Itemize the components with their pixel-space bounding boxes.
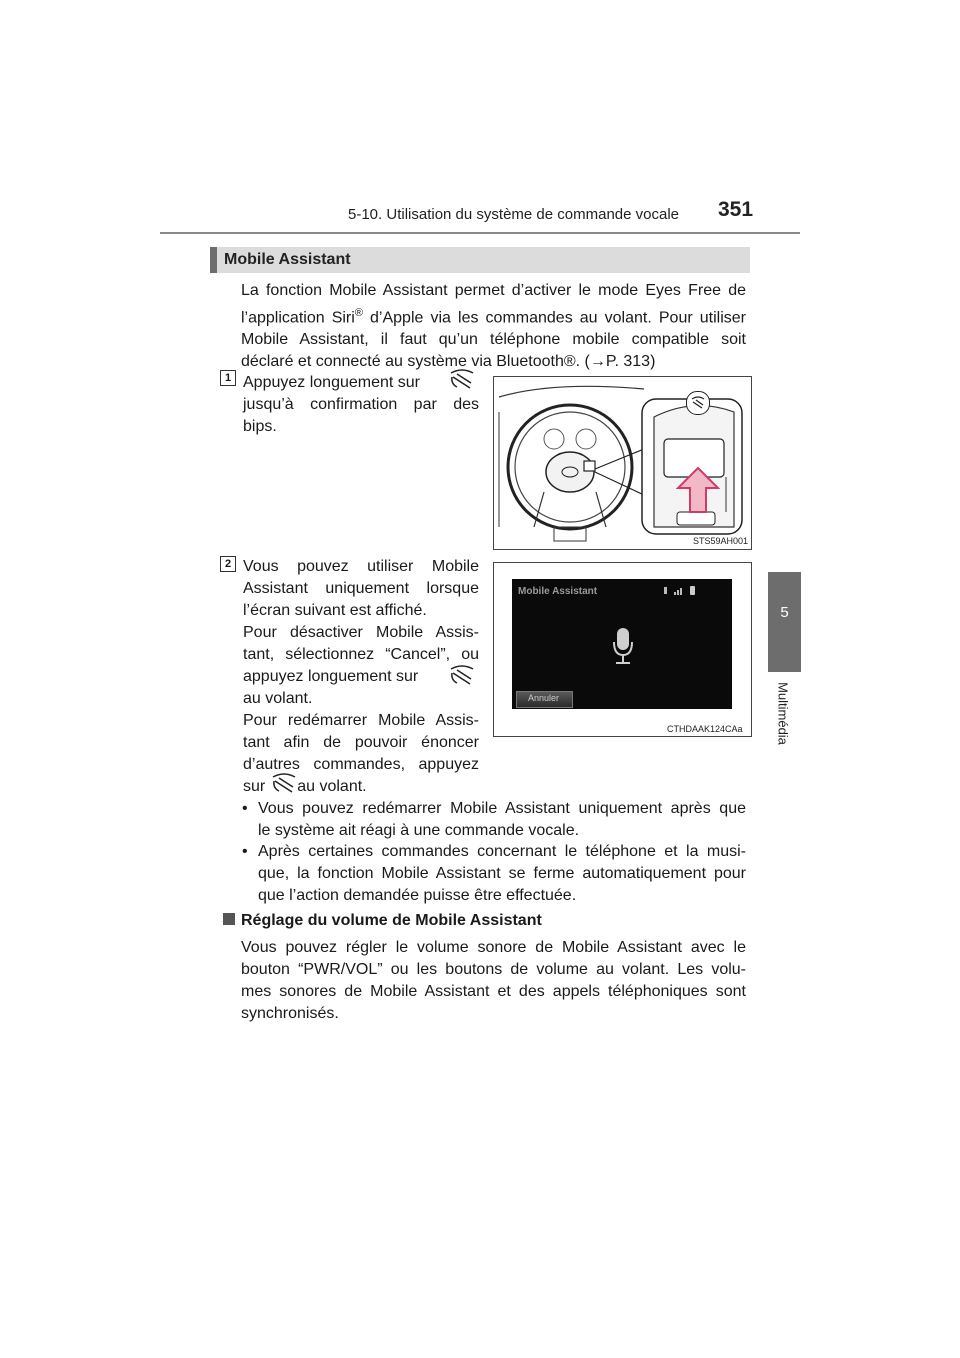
battery-icon	[690, 586, 695, 595]
microphone-icon	[611, 627, 635, 667]
step-2-line-3: l’écran suivant est affiché.	[243, 602, 427, 619]
step-2-line-7: au volant.	[243, 690, 313, 707]
talk-switch-icon	[448, 368, 476, 390]
figure-2-code: CTHDAAK124CAa	[667, 724, 743, 734]
registered-mark: ®	[354, 307, 363, 319]
bullet-2-line-3: que l’action demandée puisse être effectuée.	[258, 887, 577, 904]
talk-switch-icon	[270, 772, 298, 794]
step-2-line-5: tant, sélectionnez “Cancel”, ou	[243, 646, 479, 663]
bullet-1-line-2: le système ait réagi à une commande vocale.	[258, 822, 580, 839]
step-2-text	[243, 556, 479, 798]
step-number-1: 1	[220, 370, 236, 386]
step-2-line-9: tant afin de pouvoir énoncer	[243, 734, 479, 751]
intro-line-1: La fonction Mobile Assistant permet d’activer le mode Eyes Free de	[241, 282, 746, 299]
bullet-1	[258, 798, 746, 842]
step-1-line-3: bips.	[243, 418, 277, 435]
step-2-line-11-text: au volant.	[297, 778, 367, 795]
bullet-2-line-2: que, la fonction Mobile Assistant se ferme automatiquement pour	[258, 865, 746, 882]
step-1-line-1	[243, 372, 439, 394]
cancel-button-label: Annuler	[527, 693, 560, 703]
header-rule	[160, 232, 800, 234]
step-2-line-6-text: appuyez longuement sur	[243, 668, 419, 685]
steering-wheel-illustration	[494, 377, 751, 549]
intro-paragraph	[241, 280, 746, 373]
step-2-line-10: d’autres commandes, appuyez	[243, 756, 479, 773]
figure-1-code: STS59AH001	[693, 536, 749, 546]
talk-switch-icon	[448, 664, 476, 686]
chapter-label: Multimédia	[775, 682, 791, 745]
subsection-line-3: mes sonores de Mobile Assistant et des appels téléphoniques sont	[241, 983, 746, 1000]
step-2-line-1: Vous pouvez utiliser Mobile	[243, 558, 479, 575]
screen-title: Mobile Assistant	[518, 586, 598, 597]
intro-line-2-text: d’Apple via les commandes au volant. Pour utiliser	[370, 309, 747, 327]
step-number-2: 2	[220, 556, 236, 572]
subsection-line-4: synchronisés.	[241, 1005, 339, 1022]
page-number: 351	[718, 198, 754, 221]
press-arrow-icon	[676, 466, 720, 516]
step-2-line-8: Pour redémarrer Mobile Assis-	[243, 712, 479, 729]
chapter-number: 5	[780, 604, 789, 621]
bullet-marker-1: •	[242, 800, 248, 817]
steering-wheel-figure	[493, 376, 752, 550]
bluetooth-icon	[664, 587, 667, 594]
intro-line-3: Mobile Assistant, il faut qu’un téléphone mobile compatible soit	[241, 331, 746, 349]
bullet-2	[258, 841, 746, 907]
step-2-line-4: Pour désactiver Mobile Assis-	[243, 624, 479, 641]
intro-line-4	[241, 351, 746, 373]
reference-arrow: →	[589, 353, 606, 371]
intro-app: l’application Siri	[241, 309, 355, 327]
bullet-1-line-1: Vous pouvez redémarrer Mobile Assistant uniquement après que	[258, 800, 746, 817]
section-title-accent	[210, 247, 217, 273]
step-2-line-2: Assistant uniquement lorsque	[243, 580, 479, 597]
signal-icon	[664, 585, 700, 597]
step-2-line-6	[243, 666, 439, 688]
step-2-line-11-sur: sur	[243, 778, 266, 795]
bullet-marker-2: •	[242, 843, 248, 860]
talk-switch-icon	[690, 395, 706, 411]
talk-switch-button	[686, 391, 710, 415]
step-1-line-1-text: Appuyez longuement sur	[243, 374, 420, 391]
section-title: Mobile Assistant	[224, 251, 351, 268]
step-1-line-2: jusqu’à confirmation par des	[243, 396, 479, 413]
step-1-text	[243, 372, 479, 438]
subsection-line-1: Vous pouvez régler le volume sonore de Mobile Assistant avec le	[241, 939, 746, 956]
subsection-title: Réglage du volume de Mobile Assistant	[241, 912, 542, 929]
bullet-2-line-1: Après certaines commandes concernant le téléphone et la musi-	[258, 843, 746, 860]
page-reference: P. 313)	[605, 353, 656, 371]
intro-line-2	[241, 302, 746, 329]
subsection-paragraph	[241, 937, 746, 1025]
subsection-square-icon	[223, 913, 235, 925]
running-head: 5-10. Utilisation du système de commande vocale	[348, 206, 679, 223]
subsection-line-2: bouton “PWR/VOL” ou les boutons de volume au volant. Les volu-	[241, 961, 746, 978]
intro-line-4-text: déclaré et connecté au système via Bluetooth®. (	[241, 353, 590, 371]
